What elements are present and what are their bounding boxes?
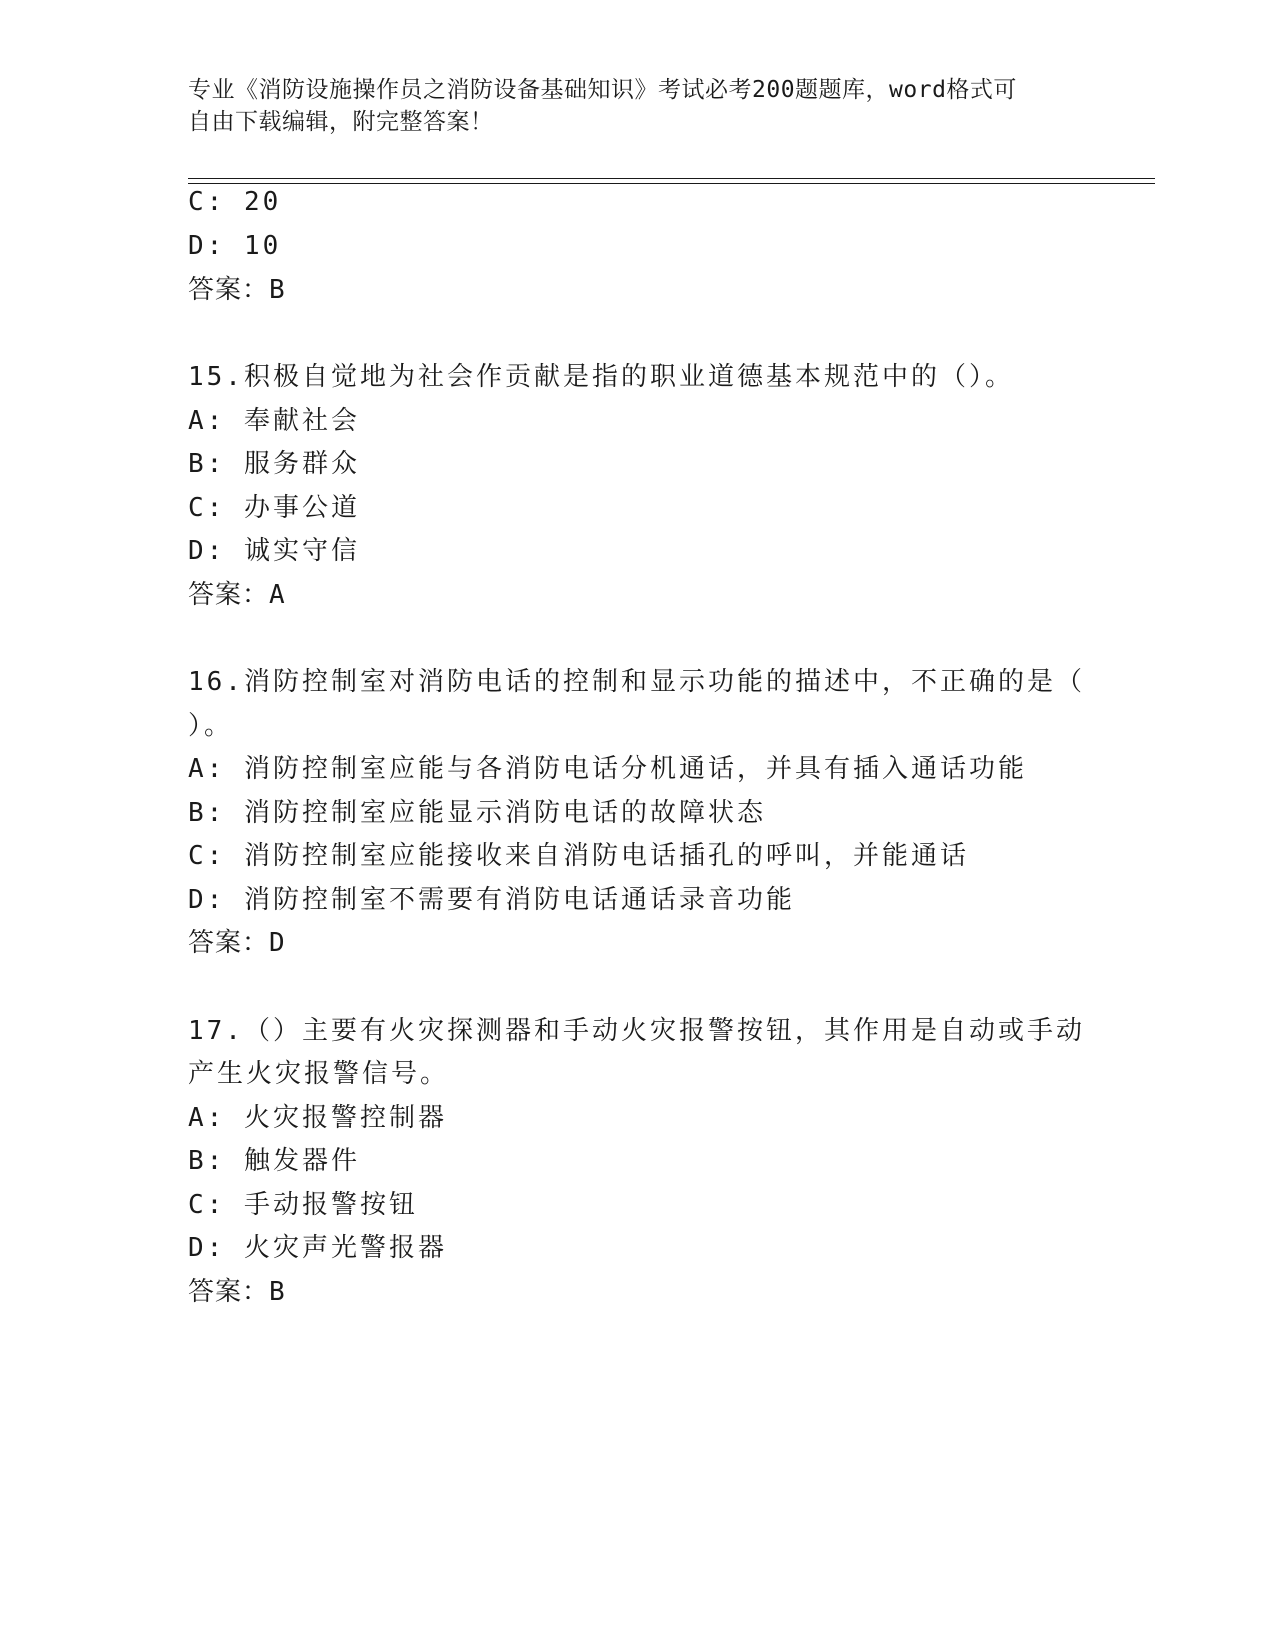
question-16-answer: 答案：D: [188, 928, 286, 958]
header-line-1: 专业《消防设施操作员之消防设备基础知识》考试必考200题题库，word格式可: [188, 77, 1017, 103]
question-17-option-d: D: 火灾声光警报器: [188, 1233, 447, 1263]
question-16-stem-line-1: 16.消防控制室对消防电话的控制和显示功能的描述中，不正确的是（: [188, 667, 1085, 697]
question-15-stem: 15.积极自觉地为社会作贡献是指的职业道德基本规范中的（）。: [188, 362, 1014, 392]
question-17-stem-line-2: 产生火灾报警信号。: [188, 1059, 450, 1089]
question-15-option-d: D: 诚实守信: [188, 536, 360, 566]
question-15-option-c: C: 办事公道: [188, 493, 360, 523]
question-17-option-a: A: 火灾报警控制器: [188, 1103, 447, 1133]
question-15-answer: 答案：A: [188, 580, 286, 610]
question-17-option-c: C: 手动报警按钮: [188, 1190, 418, 1220]
question-17-answer: 答案：B: [188, 1277, 286, 1307]
question-17-stem-line-1: 17.（）主要有火灾探测器和手动火灾报警按钮，其作用是自动或手动: [188, 1016, 1085, 1046]
question-15-option-b: B: 服务群众: [188, 449, 360, 479]
question-15-option-a: A: 奉献社会: [188, 406, 360, 436]
document-header: [188, 74, 1068, 138]
prev-option-c: C: 20: [188, 187, 282, 217]
question-16-option-d: D: 消防控制室不需要有消防电话通话录音功能: [188, 885, 795, 915]
header-line-2: 自由下载编辑，附完整答案！: [188, 109, 494, 135]
question-16-option-b: B: 消防控制室应能显示消防电话的故障状态: [188, 798, 766, 828]
question-16-stem-line-2: ）。: [188, 711, 234, 741]
question-16-option-a: A: 消防控制室应能与各消防电话分机通话，并具有插入通话功能: [188, 754, 1027, 784]
prev-answer: 答案：B: [188, 275, 286, 305]
prev-option-d: D: 10: [188, 231, 282, 261]
question-17-option-b: B: 触发器件: [188, 1146, 360, 1176]
question-16-option-c: C: 消防控制室应能接收来自消防电话插孔的呼叫，并能通话: [188, 841, 969, 871]
header-divider-bottom: [188, 183, 1155, 184]
header-divider-top: [188, 178, 1155, 179]
